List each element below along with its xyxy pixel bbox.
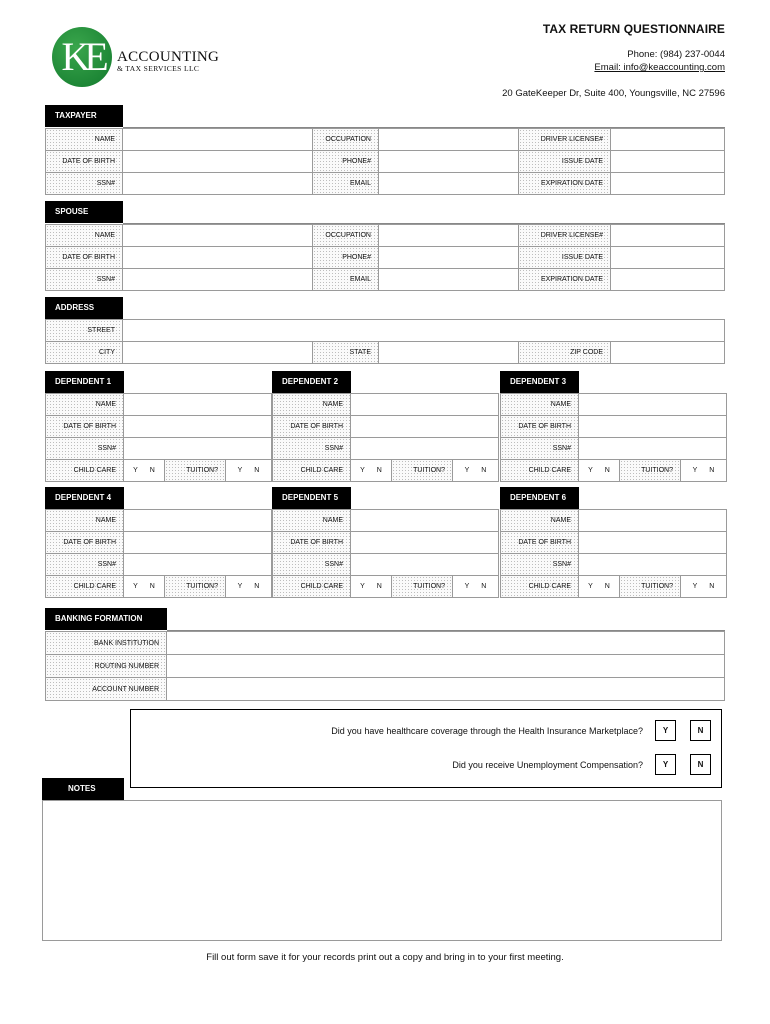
dependent-dob-field[interactable] <box>578 415 727 438</box>
phone-text: Phone: (984) 237-0044 <box>627 49 725 60</box>
spouse-label: SSN# <box>45 268 123 291</box>
zip-label: ZIP CODE <box>518 341 611 364</box>
taxpayer-field[interactable] <box>610 128 725 151</box>
taxpayer-field[interactable] <box>610 150 725 173</box>
dependent-header: DEPENDENT 4 <box>45 487 124 509</box>
dependent-name-label: NAME <box>45 509 124 532</box>
dependent-ssn-label: SSN# <box>272 437 351 460</box>
dependent-dob-field[interactable] <box>350 531 499 554</box>
dependent-name-label: NAME <box>45 393 124 416</box>
dependent-dob-label: DATE OF BIRTH <box>272 415 351 438</box>
spouse-field[interactable] <box>610 246 725 269</box>
spouse-label: PHONE# <box>312 246 379 269</box>
no-option[interactable]: N <box>149 583 155 590</box>
taxpayer-field[interactable] <box>122 128 313 151</box>
banking-field[interactable] <box>166 677 725 701</box>
spouse-field[interactable] <box>610 268 725 291</box>
taxpayer-field[interactable] <box>378 128 519 151</box>
childcare-yn[interactable] <box>578 459 620 482</box>
spouse-field[interactable] <box>610 224 725 247</box>
spouse-label: ISSUE DATE <box>518 246 611 269</box>
no-option[interactable]: N <box>254 583 260 590</box>
taxpayer-field[interactable] <box>610 172 725 195</box>
dependent-ssn-label: SSN# <box>45 553 124 576</box>
yes-option[interactable]: Y <box>692 583 698 590</box>
dependent-tuition-label: TUITION? <box>164 459 226 482</box>
banking-label: BANK INSTITUTION <box>45 631 167 655</box>
no-option[interactable]: N <box>604 583 610 590</box>
taxpayer-label: SSN# <box>45 172 123 195</box>
yes-option[interactable]: Y <box>360 467 365 474</box>
spouse-field[interactable] <box>378 224 519 247</box>
zip-field[interactable] <box>610 341 725 364</box>
dependent-ssn-field[interactable] <box>350 553 499 576</box>
dependent-name-field[interactable] <box>123 509 272 532</box>
dependent-childcare-label: CHILD CARE <box>500 575 579 598</box>
taxpayer-label: EMAIL <box>312 172 379 195</box>
dependent-dob-label: DATE OF BIRTH <box>500 415 579 438</box>
banking-field[interactable] <box>166 654 725 678</box>
banking-label: ROUTING NUMBER <box>45 654 167 678</box>
spouse-field[interactable] <box>122 246 313 269</box>
dependent-name-label: NAME <box>272 393 351 416</box>
taxpayer-label: DRIVER LICENSE# <box>518 128 611 151</box>
dependent-ssn-field[interactable] <box>123 553 272 576</box>
city-label: CITY <box>45 341 123 364</box>
yes-option[interactable]: Y <box>588 583 593 590</box>
spouse-field[interactable] <box>378 268 519 291</box>
dependent-ssn-label: SSN# <box>500 553 579 576</box>
dependent-ssn-field[interactable] <box>578 553 727 576</box>
dependent-ssn-label: SSN# <box>45 437 124 460</box>
yes-option[interactable]: Y <box>237 583 243 590</box>
tuition-yn[interactable] <box>452 575 499 598</box>
dependent-header: DEPENDENT 6 <box>500 487 579 509</box>
logo-subtext: & TAX SERVICES LLC <box>117 64 200 73</box>
dependent-dob-label: DATE OF BIRTH <box>272 531 351 554</box>
yes-option[interactable]: Y <box>464 583 470 590</box>
dependent-name-label: NAME <box>500 509 579 532</box>
taxpayer-label: EXPIRATION DATE <box>518 172 611 195</box>
no-option[interactable]: N <box>709 467 715 474</box>
email-link[interactable]: Email: info@keaccounting.com <box>594 62 725 73</box>
question-unemployment: Did you receive Unemployment Compensation? <box>452 760 643 770</box>
banking-field[interactable] <box>166 631 725 655</box>
dependent-dob-label: DATE OF BIRTH <box>45 531 124 554</box>
tuition-yn[interactable] <box>680 459 727 482</box>
dependent-ssn-field[interactable] <box>578 437 727 460</box>
dependent-tuition-label: TUITION? <box>391 459 453 482</box>
no-option[interactable]: N <box>604 467 610 474</box>
spouse-header: SPOUSE <box>45 201 123 223</box>
dependent-childcare-label: CHILD CARE <box>272 575 351 598</box>
dependent-tuition-label: TUITION? <box>619 575 681 598</box>
taxpayer-field[interactable] <box>122 172 313 195</box>
taxpayer-field[interactable] <box>378 150 519 173</box>
spouse-label: EMAIL <box>312 268 379 291</box>
yes-option[interactable]: Y <box>360 583 365 590</box>
taxpayer-field[interactable] <box>122 150 313 173</box>
dependent-childcare-label: CHILD CARE <box>45 575 124 598</box>
notes-header: NOTES <box>42 778 124 800</box>
childcare-yn[interactable] <box>123 575 165 598</box>
childcare-yn[interactable] <box>123 459 165 482</box>
dependent-name-field[interactable] <box>578 393 727 416</box>
healthcare-no-box[interactable]: N <box>690 720 711 741</box>
taxpayer-label: NAME <box>45 128 123 151</box>
no-option[interactable]: N <box>481 467 487 474</box>
dependent-dob-label: DATE OF BIRTH <box>45 415 124 438</box>
address-header: ADDRESS <box>45 297 123 319</box>
banking-label: ACCOUNT NUMBER <box>45 677 167 701</box>
yes-option[interactable]: Y <box>464 467 470 474</box>
tuition-yn[interactable] <box>225 575 272 598</box>
notes-field[interactable] <box>42 800 722 941</box>
taxpayer-label: PHONE# <box>312 150 379 173</box>
no-option[interactable]: N <box>149 467 155 474</box>
state-field[interactable] <box>378 341 519 364</box>
no-option[interactable]: N <box>376 467 382 474</box>
dependent-header: DEPENDENT 2 <box>272 371 351 393</box>
office-address: 20 GateKeeper Dr, Suite 400, Youngsville, NC 27596 <box>502 88 725 99</box>
childcare-yn[interactable] <box>350 575 392 598</box>
questions-box <box>130 709 722 788</box>
dependent-name-field[interactable] <box>123 393 272 416</box>
dependent-header: DEPENDENT 5 <box>272 487 351 509</box>
yes-option[interactable]: Y <box>692 467 698 474</box>
dependent-name-field[interactable] <box>350 393 499 416</box>
tuition-yn[interactable] <box>452 459 499 482</box>
childcare-yn[interactable] <box>578 575 620 598</box>
spouse-label: DATE OF BIRTH <box>45 246 123 269</box>
dependent-name-label: NAME <box>500 393 579 416</box>
childcare-yn[interactable] <box>350 459 392 482</box>
spouse-label: EXPIRATION DATE <box>518 268 611 291</box>
footer-instruction: Fill out form save it for your records print out a copy and bring in to your first meeting. <box>206 952 564 963</box>
spouse-field[interactable] <box>122 224 313 247</box>
no-option[interactable]: N <box>709 583 715 590</box>
taxpayer-label: OCCUPATION <box>312 128 379 151</box>
dependent-ssn-label: SSN# <box>500 437 579 460</box>
yes-option[interactable]: Y <box>237 467 243 474</box>
tuition-yn[interactable] <box>680 575 727 598</box>
street-field[interactable] <box>122 319 725 342</box>
logo-monogram: KE <box>61 34 103 79</box>
dependent-tuition-label: TUITION? <box>619 459 681 482</box>
healthcare-yes-box[interactable]: Y <box>655 720 676 741</box>
taxpayer-header: TAXPAYER <box>45 105 123 127</box>
spouse-label: OCCUPATION <box>312 224 379 247</box>
banking-header: BANKING FORMATION <box>45 608 167 630</box>
spouse-field[interactable] <box>122 268 313 291</box>
dependent-ssn-label: SSN# <box>272 553 351 576</box>
spouse-label: DRIVER LICENSE# <box>518 224 611 247</box>
no-option[interactable]: N <box>376 583 382 590</box>
taxpayer-label: ISSUE DATE <box>518 150 611 173</box>
logo-text: ACCOUNTING <box>117 49 220 65</box>
dependent-name-field[interactable] <box>350 509 499 532</box>
city-field[interactable] <box>122 341 313 364</box>
dependent-tuition-label: TUITION? <box>391 575 453 598</box>
spouse-label: NAME <box>45 224 123 247</box>
dependent-tuition-label: TUITION? <box>164 575 226 598</box>
dependent-name-field[interactable] <box>578 509 727 532</box>
state-label: STATE <box>312 341 379 364</box>
dependent-ssn-field[interactable] <box>123 437 272 460</box>
yes-option[interactable]: Y <box>133 467 138 474</box>
dependent-dob-field[interactable] <box>123 531 272 554</box>
dependent-dob-label: DATE OF BIRTH <box>500 531 579 554</box>
dependent-dob-field[interactable] <box>350 415 499 438</box>
dependent-childcare-label: CHILD CARE <box>500 459 579 482</box>
taxpayer-label: DATE OF BIRTH <box>45 150 123 173</box>
page-title: TAX RETURN QUESTIONNAIRE <box>542 22 725 36</box>
spouse-field[interactable] <box>378 246 519 269</box>
unemployment-no-box[interactable]: N <box>690 754 711 775</box>
dependent-childcare-label: CHILD CARE <box>272 459 351 482</box>
dependent-dob-field[interactable] <box>123 415 272 438</box>
dependent-header: DEPENDENT 3 <box>500 371 579 393</box>
dependent-dob-field[interactable] <box>578 531 727 554</box>
yes-option[interactable]: Y <box>588 467 593 474</box>
no-option[interactable]: N <box>254 467 260 474</box>
dependent-name-label: NAME <box>272 509 351 532</box>
dependent-childcare-label: CHILD CARE <box>45 459 124 482</box>
dependent-ssn-field[interactable] <box>350 437 499 460</box>
dependent-header: DEPENDENT 1 <box>45 371 124 393</box>
question-healthcare: Did you have healthcare coverage through the Health Insurance Marketplace? <box>331 726 643 736</box>
tuition-yn[interactable] <box>225 459 272 482</box>
unemployment-yes-box[interactable]: Y <box>655 754 676 775</box>
yes-option[interactable]: Y <box>133 583 138 590</box>
street-label: STREET <box>45 319 123 342</box>
taxpayer-field[interactable] <box>378 172 519 195</box>
no-option[interactable]: N <box>481 583 487 590</box>
